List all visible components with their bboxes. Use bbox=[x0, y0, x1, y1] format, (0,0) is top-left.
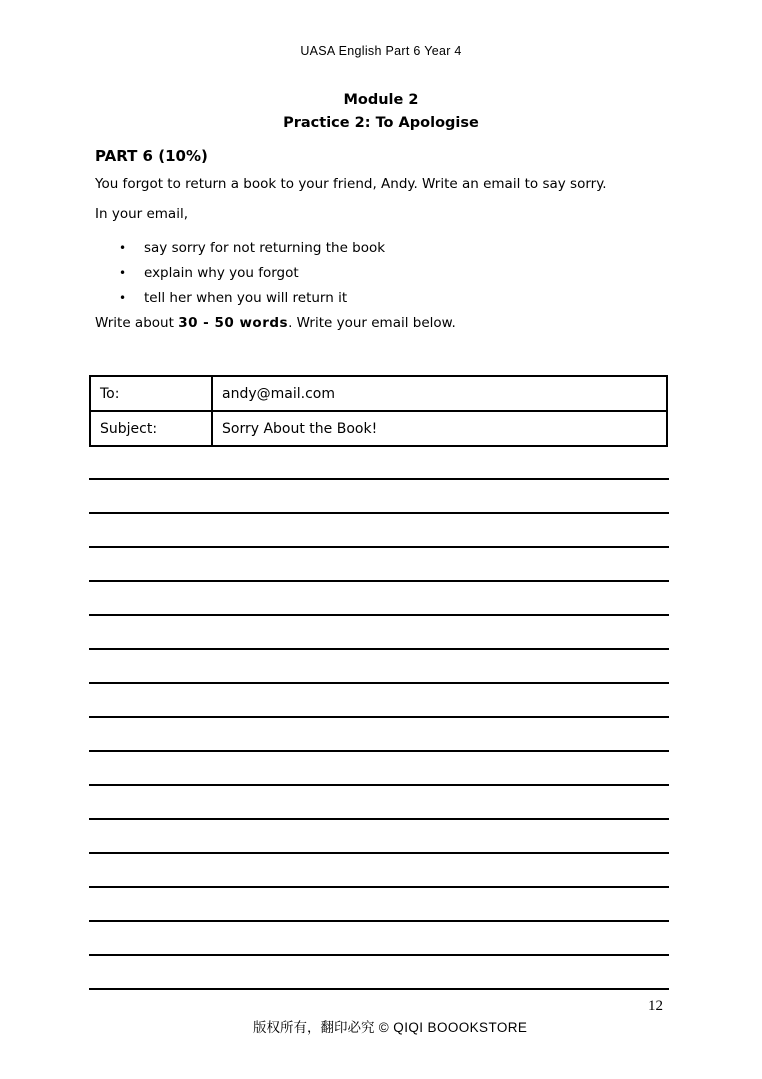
writing-line bbox=[89, 512, 669, 514]
practice-title: Practice 2: To Apologise bbox=[283, 115, 479, 131]
subject-row bbox=[90, 411, 667, 446]
bullet-item bbox=[119, 240, 385, 265]
word-count-prefix: Write about bbox=[95, 315, 179, 331]
bullet-item-text: say sorry for not returning the book bbox=[144, 240, 386, 256]
bullet-item bbox=[119, 290, 385, 315]
writing-line bbox=[89, 784, 669, 786]
word-count-instruction bbox=[95, 315, 456, 331]
bullet-item-text: explain why you forgot bbox=[144, 265, 299, 281]
word-count-suffix: . Write your email below. bbox=[288, 315, 456, 331]
to-value: andy@mail.com bbox=[212, 376, 667, 411]
email-points-intro: In your email, bbox=[95, 206, 188, 222]
task-intro: You forgot to return a book to your friend, Andy. Write an email to say sorry. bbox=[95, 176, 607, 192]
writing-line bbox=[89, 580, 669, 582]
writing-line bbox=[89, 716, 669, 718]
writing-line bbox=[89, 818, 669, 820]
footer-copyright bbox=[253, 1016, 527, 1036]
footer-copyright-latin: © QIQI BOOOKSTORE bbox=[378, 1020, 528, 1035]
writing-lines bbox=[89, 478, 669, 993]
writing-line bbox=[89, 546, 669, 548]
word-count-range: 30 - 50 words bbox=[178, 315, 289, 331]
bullet-dot-icon: • bbox=[119, 266, 127, 280]
subject-label: Subject: bbox=[90, 411, 212, 446]
bullet-item-text: tell her when you will return it bbox=[144, 290, 348, 306]
to-row bbox=[90, 376, 667, 411]
writing-line bbox=[89, 988, 669, 990]
writing-line bbox=[89, 614, 669, 616]
to-label: To: bbox=[90, 376, 212, 411]
bullet-list bbox=[119, 240, 385, 315]
bullet-item bbox=[119, 265, 385, 290]
writing-line bbox=[89, 852, 669, 854]
writing-line bbox=[89, 954, 669, 956]
page-number: 12 bbox=[648, 998, 663, 1014]
writing-line bbox=[89, 648, 669, 650]
module-title: Module 2 bbox=[343, 92, 419, 108]
email-header-table bbox=[89, 375, 668, 447]
bullet-dot-icon: • bbox=[119, 241, 127, 255]
writing-line bbox=[89, 750, 669, 752]
writing-line bbox=[89, 478, 669, 480]
writing-line bbox=[89, 886, 669, 888]
part-heading: PART 6 (10%) bbox=[95, 147, 208, 165]
subject-value: Sorry About the Book! bbox=[212, 411, 667, 446]
bullet-dot-icon: • bbox=[119, 291, 127, 305]
writing-line bbox=[89, 920, 669, 922]
writing-line bbox=[89, 682, 669, 684]
page-header: UASA English Part 6 Year 4 bbox=[300, 44, 462, 58]
footer-copyright-cjk: 版权所有，翻印必究 bbox=[253, 1020, 375, 1035]
